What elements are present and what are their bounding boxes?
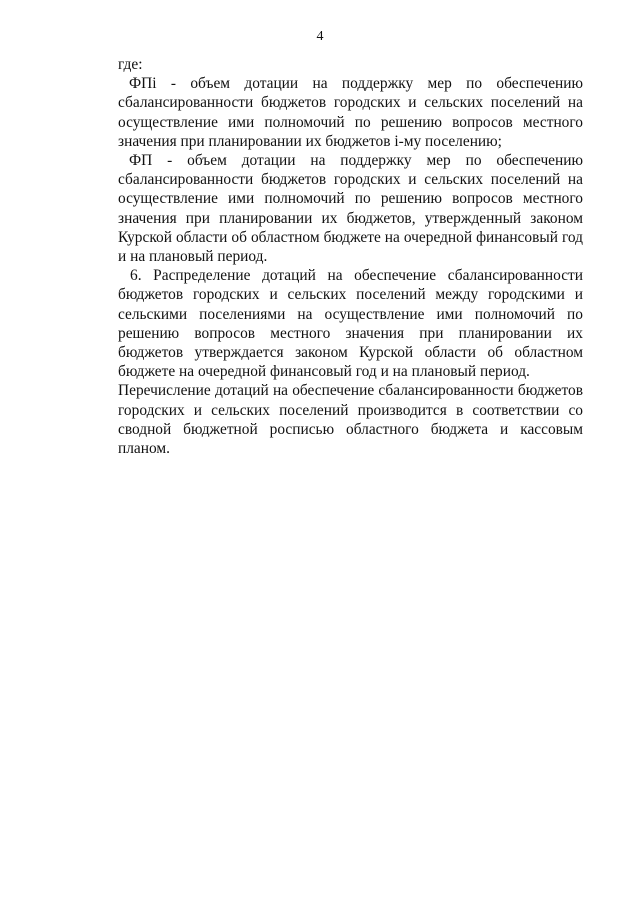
paragraph-fp-definition: ФП - объем дотации на поддержку мер по обеспечению сбалансированности бюджетов городских и сельских поселений на осуществление ими полномочий по решению вопросов местного значения при планировании их бюджетов, утвержденный законом Курской области об областном бюджете на очередной финансовый год и на плановый период. bbox=[118, 152, 583, 266]
page-number: 4 bbox=[316, 29, 324, 44]
document-body bbox=[118, 55, 583, 458]
paragraph-where: где: bbox=[118, 56, 143, 73]
paragraph-transfer: Перечисление дотаций на обеспечение сбалансированности бюджетов городских и сельских поселений производится в соответствии со сводной бюджетной росписью областного бюджета и кассовым планом. bbox=[118, 382, 583, 458]
paragraph-fpi-definition: ФПi - объем дотации на поддержку мер по обеспечению сбалансированности бюджетов городских и сельских поселений на осуществление ими полномочий по решению вопросов местного значения при планировании их бюджетов i-му поселению; bbox=[118, 75, 583, 150]
paragraph-item-6: 6. Распределение дотаций на обеспечение сбалансированности бюджетов городских и сельских поселений между городскими и сельскими поселениями на осуществление ими полномочий по решению вопросов местного значения при планировании их бюджетов утверждается законом Курской области об областном бюджете на очередной финансовый год и на плановый период. bbox=[118, 267, 583, 381]
